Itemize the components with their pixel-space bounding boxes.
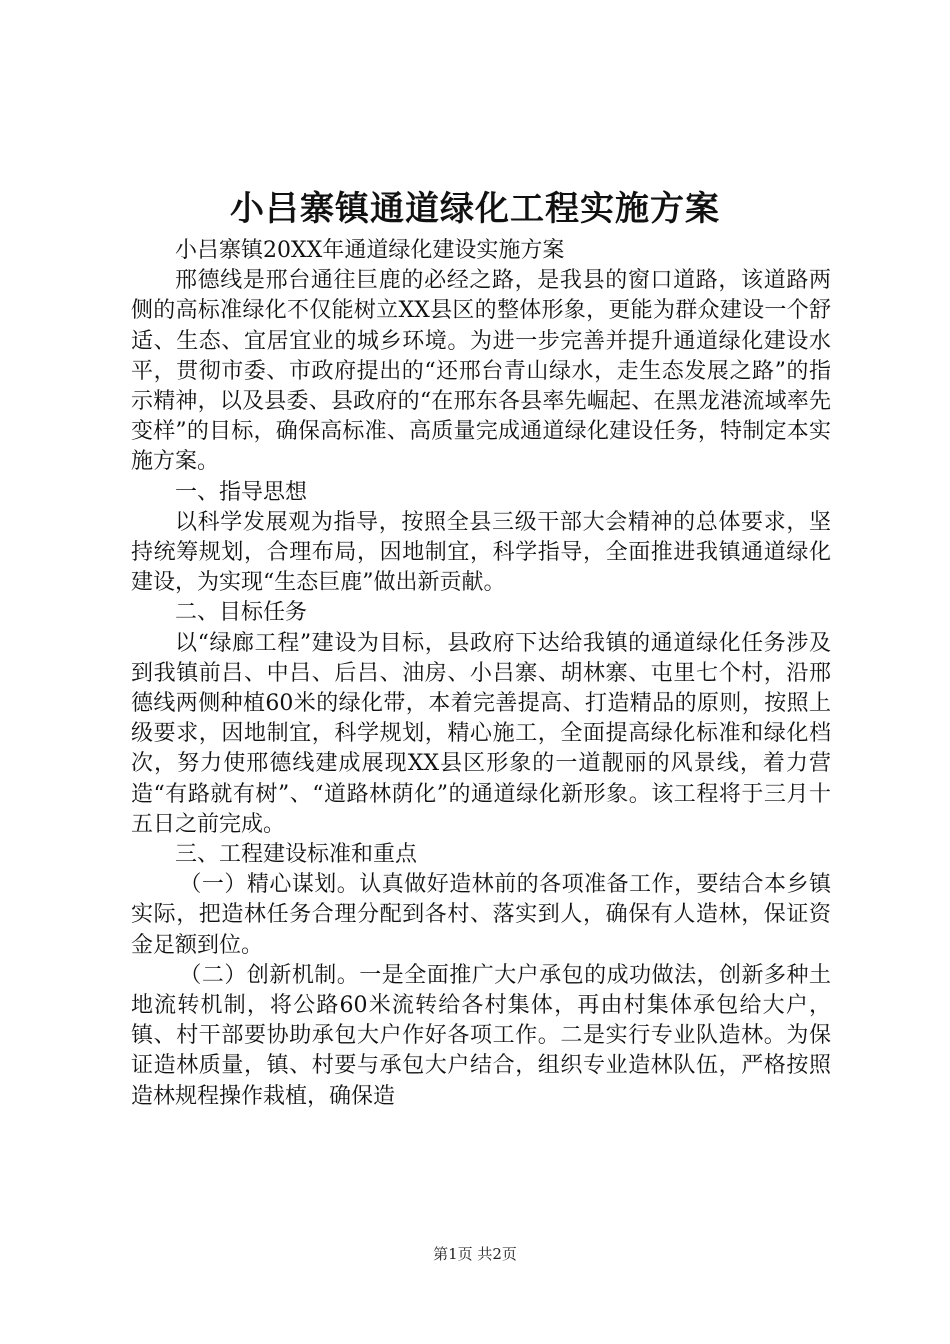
mechanism-paragraph: （二）创新机制。一是全面推广大户承包的成功做法，创新多种土地流转机制，将公路60米流转给各村集体，再由村集体承包给大户，镇、村干部要协助承包大户作好各项工作。二是实行专业队造林。为保证造林质量，镇、村要与承包大户结合，组织专业造林队伍，严格按照造林规程操作栽植，确保造	[131, 962, 831, 1109]
intro-paragraph: 邢德线是邢台通往巨鹿的必经之路，是我县的窗口道路，该道路两侧的高标准绿化不仅能树立XX县区的整体形象，更能为群众建设一个舒适、生态、宜居宜业的城乡环境。为进一步完善并提升通道绿化建设水平，贯彻市委、市政府提出的“还邢台青山绿水，走生态发展之路”的指示精神，以及县委、县政府的“在邢东各县率先崛起、在黑龙港流域率先变样”的目标，确保高标准、高质量完成通道绿化建设任务，特制定本实施方案。	[131, 268, 831, 475]
section-heading-guiding-thought: 一、指导思想	[175, 479, 308, 505]
document-title: 小吕寨镇通道绿化工程实施方案	[230, 189, 720, 229]
page-number-footer: 第1页 共2页	[433, 1245, 517, 1263]
section-heading-standards: 三、工程建设标准和重点	[175, 842, 418, 868]
guiding-thought-paragraph: 以科学发展观为指导，按照全县三级干部大会精神的总体要求，坚持统筹规划，合理布局，因地制宜，科学指导，全面推进我镇通道绿化建设，为实现“生态巨鹿”做出新贡献。	[131, 509, 831, 596]
document-body	[131, 236, 831, 1112]
subtitle-paragraph: 小吕寨镇20XX年通道绿化建设实施方案	[175, 238, 565, 263]
planning-paragraph: （一）精心谋划。认真做好造林前的各项准备工作，要结合本乡镇实际，把造林任务合理分配到各村、落实到人，确保有人造林，保证资金足额到位。	[131, 872, 831, 958]
section-heading-objectives: 二、目标任务	[175, 600, 308, 626]
objectives-paragraph: 以“绿廊工程”建设为目标，县政府下达给我镇的通道绿化任务涉及到我镇前吕、中吕、后吕、油房、小吕寨、胡林寨、屯里七个村，沿邢德线两侧种植60米的绿化带，本着完善提高、打造精品的原则，按照上级要求，因地制宜，科学规划，精心施工，全面提高绿化标准和绿化档次，努力使邢德线建成展现XX县区形象的一道靓丽的风景线，着力营造“有路就有树”、“道路林荫化”的通道绿化新形象。该工程将于三月十五日之前完成。	[131, 630, 831, 837]
